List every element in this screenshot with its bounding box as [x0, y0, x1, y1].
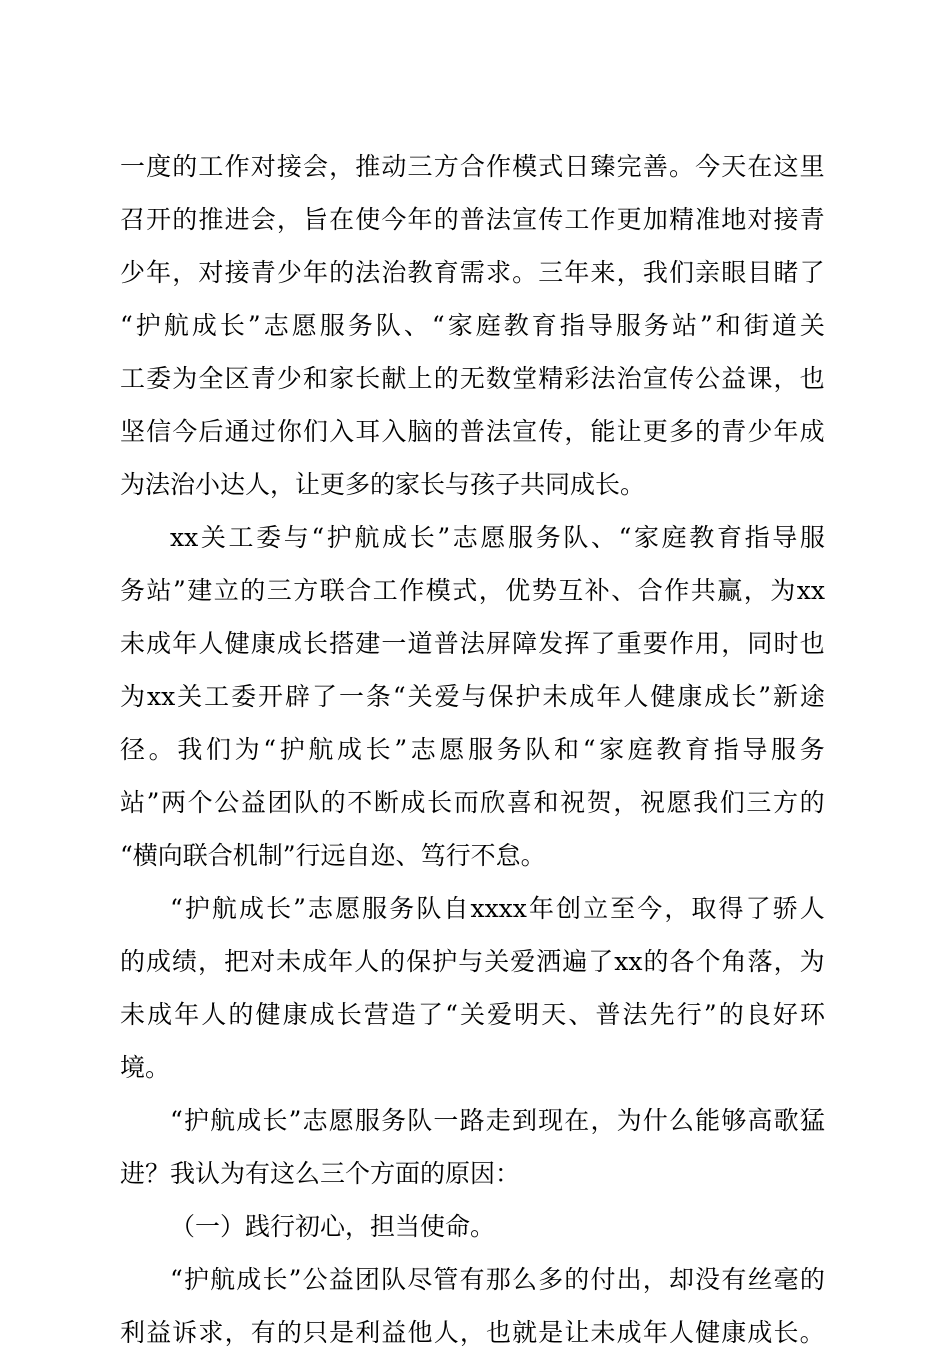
- text-line: 未 成 年 人 的 健 康 成 长 营 造 了 “ 关 爱 明 天 、 普 法 先 行 ” 的 良 好 环: [120, 1000, 825, 1029]
- paragraph: [120, 1253, 825, 1359]
- text-line: 境。: [120, 1053, 171, 1082]
- text-line: 为法治小达人，让更多的家长与孩子共同成长。: [120, 470, 646, 499]
- text-line: “ 护 航 成 长 ” 志 愿 服 务 队 、 “ 家 庭 教 育 指 导 服 务 站 ” 和 街 道 关: [120, 311, 825, 340]
- document-page: [120, 140, 825, 1359]
- text-line: 坚 信 今 后 通 过 你 们 入 耳 入 脑 的 普 法 宣 传 ， 能 让 更 多 的 青 少 年 成: [120, 417, 825, 446]
- text-line: 为 xx 关 工 委 开 辟 了 一 条 “ 关 爱 与 保 护 未 成 年 人 健 康 成 长 ” 新 途: [120, 682, 825, 711]
- text-line: xx 关 工 委 与 “ 护 航 成 长 ” 志 愿 服 务 队 、 “ 家 庭 教 育 指 导 服: [170, 523, 825, 552]
- text-line: 利 益 诉 求 ， 有 的 只 是 利 益 他 人 ， 也 就 是 让 未 成 年 人 健 康 成 长 。: [120, 1318, 825, 1347]
- text-line: 一 度 的 工 作 对 接 会 ， 推 动 三 方 合 作 模 式 日 臻 完 善 。 今 天 在 这 里: [120, 152, 825, 181]
- paragraph: [120, 1094, 825, 1200]
- text-line: 工 委 为 全 区 青 少 和 家 长 献 上 的 无 数 堂 精 彩 法 治 宣 传 公 益 课 ， 也: [120, 364, 825, 393]
- text-line: 的 成 绩 ， 把 对 未 成 年 人 的 保 护 与 关 爱 洒 遍 了 xx 的 各 个 角 落 ， 为: [120, 947, 825, 976]
- text-line: 径 。 我 们 为 “ 护 航 成 长 ” 志 愿 服 务 队 和 “ 家 庭 教 育 指 导 服 务: [120, 735, 825, 764]
- text-line: “ 护 航 成 长 ” 公 益 团 队 尽 管 有 那 么 多 的 付 出 ， 却 没 有 丝 毫 的: [170, 1265, 825, 1294]
- paragraph: [120, 882, 825, 1094]
- text-line: 进？我认为有这么三个方面的原因：: [120, 1159, 521, 1188]
- text-line: “横向联合机制”行远自迩、笃行不怠。: [120, 841, 546, 870]
- text-line: “ 护 航 成 长 ” 志 愿 服 务 队 一 路 走 到 现 在 ， 为 什 么 能 够 高 歌 猛: [170, 1106, 825, 1135]
- text-line: 站 ” 两 个 公 益 团 队 的 不 断 成 长 而 欣 喜 和 祝 贺 ， 祝 愿 我 们 三 方 的: [120, 788, 825, 817]
- text-line: 未 成 年 人 健 康 成 长 搭 建 一 道 普 法 屏 障 发 挥 了 重 要 作 用 ， 同 时 也: [120, 629, 825, 658]
- text-line: 务 站 ” 建 立 的 三 方 联 合 工 作 模 式 ， 优 势 互 补 、 合 作 共 赢 ， 为 xx: [120, 576, 825, 605]
- text-line: （一）践行初心，担当使命。: [170, 1212, 496, 1241]
- paragraph: [120, 511, 825, 882]
- text-line: “ 护 航 成 长 ” 志 愿 服 务 队 自 xxxx 年 创 立 至 今 ， 取 得 了 骄 人: [170, 894, 825, 923]
- text-line: 召 开 的 推 进 会 ， 旨 在 使 今 年 的 普 法 宣 传 工 作 更 加 精 准 地 对 接 青: [120, 205, 825, 234]
- section-heading: [120, 1200, 825, 1253]
- paragraph: [120, 140, 825, 511]
- text-line: 少 年 ， 对 接 青 少 年 的 法 治 教 育 需 求 。 三 年 来 ， 我 们 亲 眼 目 睹 了: [120, 258, 825, 287]
